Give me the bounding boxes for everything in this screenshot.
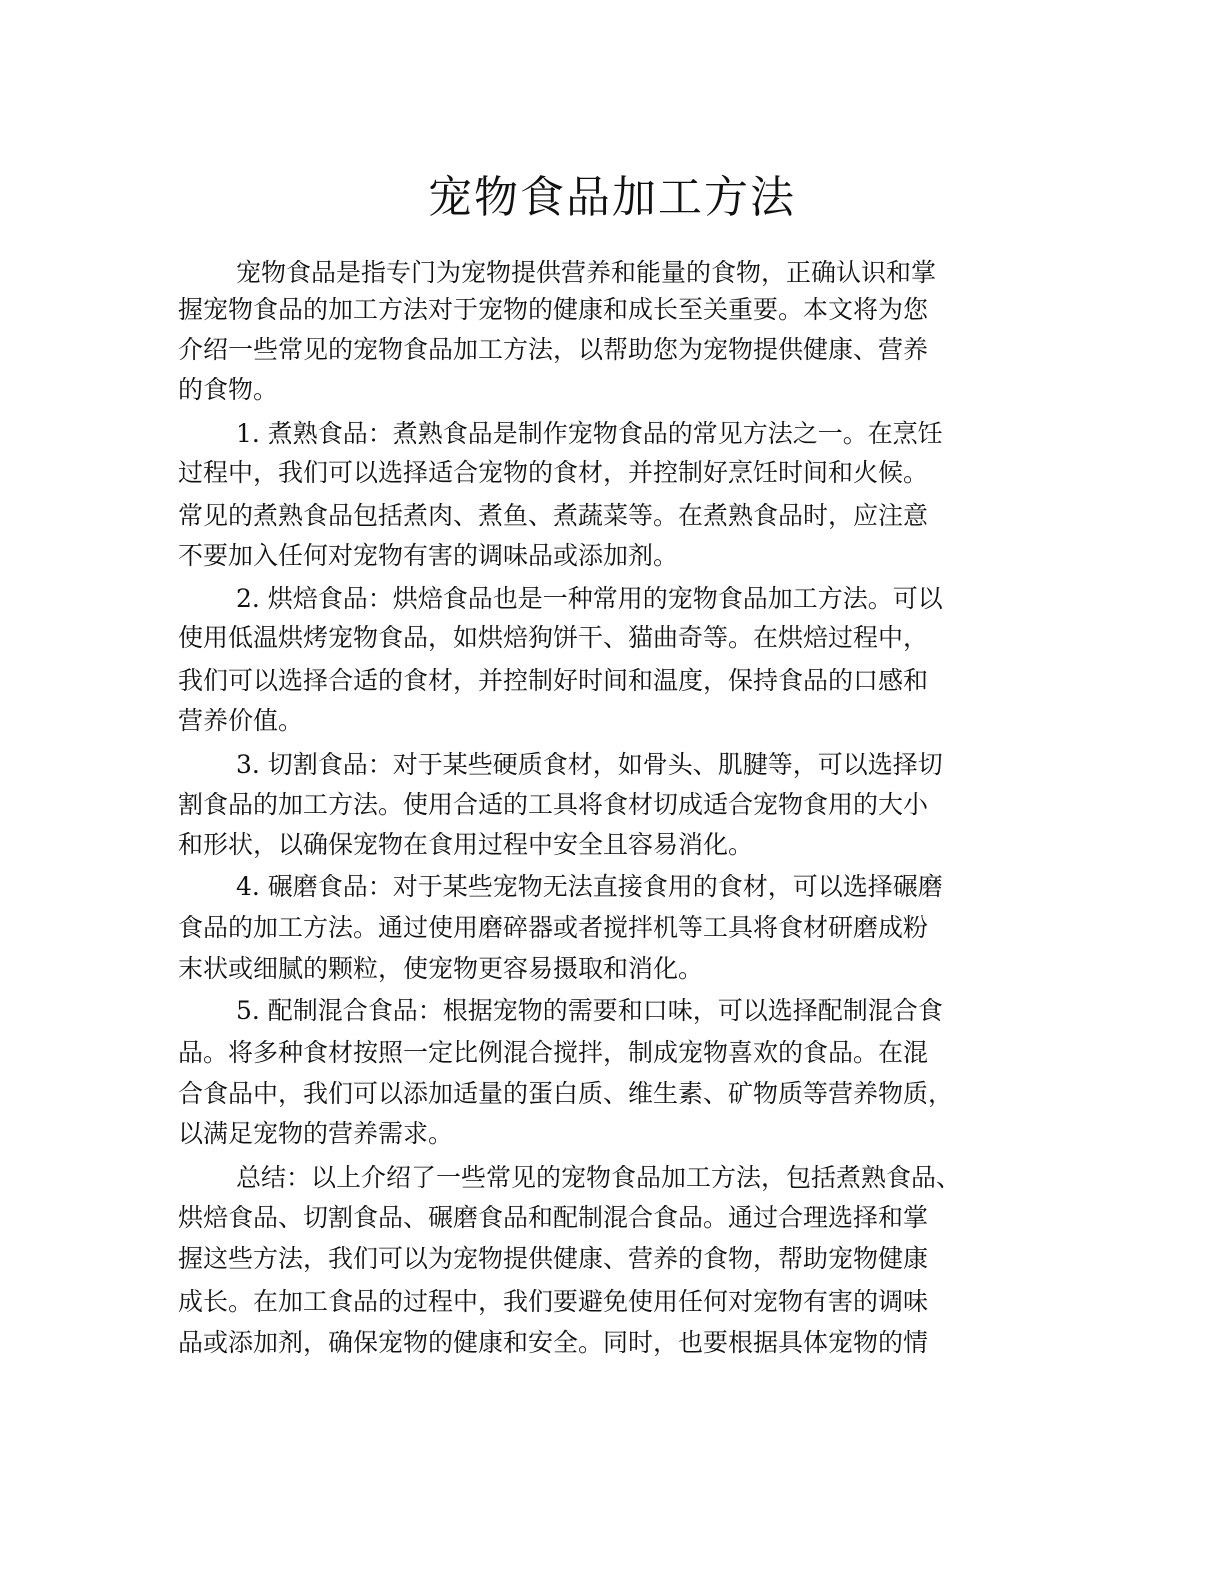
- summary-line-5: 品或添加剂，确保宠物的健康和安全。同时，也要根据具体宠物的情: [178, 1328, 929, 1357]
- intro-line-3: 介绍一些常见的宠物食品加工方法，以帮助您为宠物提供健康、营养: [178, 335, 929, 364]
- item-3-line-1: 3. 切割食品：对于某些硬质食材，如骨头、肌腱等，可以选择切: [236, 750, 943, 779]
- item-4-line-2: 食品的加工方法。通过使用磨碎器或者搅拌机等工具将食材研磨成粉: [178, 913, 929, 942]
- item-1-line-4: 不要加入任何对宠物有害的调味品或添加剂。: [178, 541, 679, 570]
- intro-line-1: 宠物食品是指专门为宠物提供营养和能量的食物，正确认识和掌: [236, 258, 937, 287]
- item-2-line-4: 营养价值。: [178, 706, 304, 735]
- item-1-line-2: 过程中，我们可以选择适合宠物的食材，并控制好烹饪时间和火候。: [178, 458, 929, 487]
- item-1-line-1: 1. 煮熟食品：煮熟食品是制作宠物食品的常见方法之一。在烹饪: [236, 419, 943, 448]
- intro-line-4: 的食物。: [178, 375, 279, 404]
- item-2-line-1: 2. 烘焙食品：烘焙食品也是一种常用的宠物食品加工方法。可以: [236, 584, 943, 613]
- summary-line-2: 烘焙食品、切割食品、碾磨食品和配制混合食品。通过合理选择和掌: [178, 1203, 929, 1232]
- item-5-line-1: 5. 配制混合食品：根据宠物的需要和口味，可以选择配制混合食: [236, 996, 943, 1025]
- summary-line-3: 握这些方法，我们可以为宠物提供健康、营养的食物，帮助宠物健康: [178, 1244, 929, 1273]
- item-2-line-3: 我们可以选择合适的食材，并控制好时间和温度，保持食品的口感和: [178, 666, 929, 695]
- item-4-line-3: 末状或细腻的颗粒，使宠物更容易摄取和消化。: [178, 954, 704, 983]
- item-1-line-3: 常见的煮熟食品包括煮肉、煮鱼、煮蔬菜等。在煮熟食品时，应注意: [178, 501, 929, 530]
- item-3-line-2: 割食品的加工方法。使用合适的工具将食材切成适合宠物食用的大小: [178, 790, 929, 819]
- summary-line-4: 成长。在加工食品的过程中，我们要避免使用任何对宠物有害的调味: [178, 1287, 929, 1316]
- document-title: 宠物食品加工方法: [428, 172, 796, 223]
- item-5-line-2: 品。将多种食材按照一定比例混合搅拌，制成宠物喜欢的食品。在混: [178, 1038, 929, 1067]
- item-5-line-4: 以满足宠物的营养需求。: [178, 1119, 454, 1148]
- intro-line-2: 握宠物食品的加工方法对于宠物的健康和成长至关重要。本文将为您: [178, 295, 929, 324]
- item-3-line-3: 和形状，以确保宠物在食用过程中安全且容易消化。: [178, 830, 754, 859]
- item-4-line-1: 4. 碾磨食品：对于某些宠物无法直接食用的食材，可以选择碾磨: [236, 872, 943, 901]
- summary-line-1: 总结：以上介绍了一些常见的宠物食品加工方法，包括煮熟食品、: [236, 1163, 962, 1192]
- item-5-line-3: 合食品中，我们可以添加适量的蛋白质、维生素、矿物质等营养物质，: [178, 1079, 954, 1108]
- item-2-line-2: 使用低温烘烤宠物食品，如烘焙狗饼干、猫曲奇等。在烘焙过程中，: [178, 623, 929, 652]
